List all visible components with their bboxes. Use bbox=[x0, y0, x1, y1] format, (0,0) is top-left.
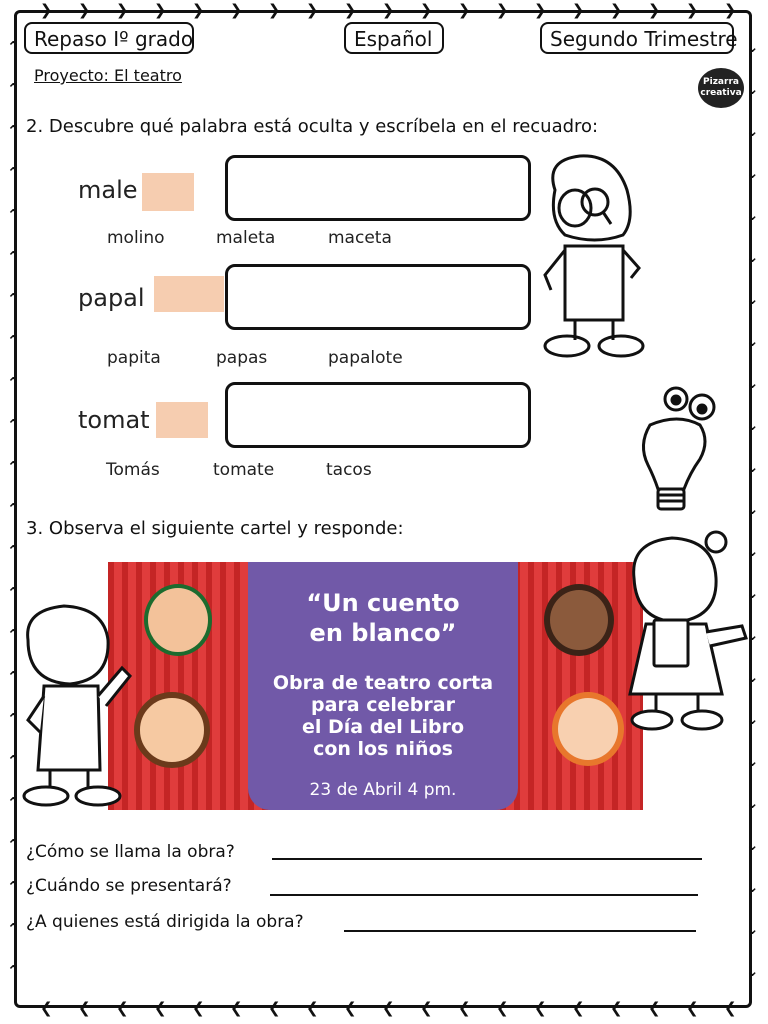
kid-curly-hair-icon bbox=[544, 584, 614, 656]
option-1a: molino bbox=[107, 228, 165, 248]
hidden-letters-1 bbox=[142, 173, 194, 211]
arrow-border-icon: ❯ bbox=[572, 1, 585, 19]
arrow-border-icon: ❯ bbox=[458, 1, 471, 19]
arrow-border-icon: ⌃ bbox=[7, 290, 20, 308]
poster-title-line2: en blanco” bbox=[309, 619, 457, 647]
option-1c: maceta bbox=[328, 228, 392, 248]
arrow-border-icon: ❮ bbox=[154, 999, 167, 1017]
arrow-border-icon: ⌃ bbox=[7, 710, 20, 728]
arrow-border-icon: ❯ bbox=[268, 1, 281, 19]
question-title-play: ¿Cómo se llama la obra? bbox=[26, 842, 235, 862]
arrow-border-icon: ❯ bbox=[686, 1, 699, 19]
arrow-border-icon: ⌃ bbox=[7, 164, 20, 182]
brand-logo bbox=[698, 68, 744, 108]
arrow-border-icon: ⌃ bbox=[7, 794, 20, 812]
arrow-border-icon: ❯ bbox=[192, 1, 205, 19]
arrow-border-icon: ⌃ bbox=[7, 80, 20, 98]
arrow-border-icon: ⌃ bbox=[7, 38, 20, 56]
arrow-border-icon: ⌃ bbox=[7, 878, 20, 896]
option-2b: papas bbox=[216, 348, 268, 368]
arrow-border-icon: ⌄ bbox=[746, 668, 759, 686]
arrow-border-icon: ❯ bbox=[382, 1, 395, 19]
arrow-border-icon: ⌄ bbox=[746, 794, 759, 812]
answer-line-1[interactable] bbox=[272, 858, 702, 860]
arrow-border-icon: ⌄ bbox=[746, 962, 759, 980]
question-audience: ¿A quienes está dirigida la obra? bbox=[26, 912, 304, 932]
arrow-border-icon: ❮ bbox=[572, 999, 585, 1017]
boy-icon bbox=[14, 600, 134, 815]
arrow-border-icon: ⌄ bbox=[746, 626, 759, 644]
option-3c: tacos bbox=[326, 460, 372, 480]
arrow-border-icon: ⌄ bbox=[746, 710, 759, 728]
poster-title bbox=[248, 588, 518, 648]
option-3a: Tomás bbox=[106, 460, 160, 480]
poster-description bbox=[248, 672, 518, 760]
arrow-border-icon: ❮ bbox=[610, 999, 623, 1017]
arrow-border-icon: ⌃ bbox=[7, 626, 20, 644]
arrow-border-icon: ❮ bbox=[420, 999, 433, 1017]
arrow-border-icon: ❯ bbox=[648, 1, 661, 19]
option-2a: papita bbox=[107, 348, 161, 368]
arrow-border-icon: ❯ bbox=[230, 1, 243, 19]
logo-line1: Pizarra bbox=[703, 77, 739, 87]
arrow-border-icon: ❯ bbox=[78, 1, 91, 19]
arrow-border-icon: ⌃ bbox=[7, 668, 20, 686]
arrow-border-icon: ⌄ bbox=[746, 164, 759, 182]
arrow-border-icon: ❯ bbox=[154, 1, 167, 19]
arrow-border-icon: ⌄ bbox=[746, 584, 759, 602]
arrow-border-icon: ⌃ bbox=[7, 458, 20, 476]
arrow-border-icon: ❮ bbox=[268, 999, 281, 1017]
poster-desc-line2: para celebrar bbox=[311, 694, 455, 716]
arrow-border-icon: ❯ bbox=[724, 1, 737, 19]
arrow-border-icon: ⌃ bbox=[7, 122, 20, 140]
option-3b: tomate bbox=[213, 460, 275, 480]
arrow-border-icon: ⌄ bbox=[746, 290, 759, 308]
arrow-border-icon: ⌄ bbox=[746, 416, 759, 434]
answer-line-2[interactable] bbox=[270, 894, 698, 896]
word-prefix-2: papal bbox=[78, 284, 145, 312]
arrow-border-icon: ❮ bbox=[116, 999, 129, 1017]
hidden-letters-2 bbox=[154, 276, 224, 312]
arrow-border-icon: ❯ bbox=[534, 1, 547, 19]
kid-glasses-icon bbox=[552, 692, 624, 766]
girl-with-book-icon bbox=[622, 528, 757, 743]
arrow-border-icon: ⌃ bbox=[7, 920, 20, 938]
answer-line-3[interactable] bbox=[344, 930, 696, 932]
answer-box-2[interactable] bbox=[225, 264, 531, 330]
arrow-border-icon: ⌄ bbox=[746, 836, 759, 854]
theater-poster bbox=[108, 562, 643, 810]
magnifier-girl-icon bbox=[535, 150, 650, 365]
arrow-border-icon: ⌄ bbox=[746, 80, 759, 98]
arrow-border-icon: ⌃ bbox=[7, 500, 20, 518]
poster-title-line1: “Un cuento bbox=[306, 589, 460, 617]
hidden-letters-3 bbox=[156, 402, 208, 438]
arrow-border-icon: ⌄ bbox=[746, 458, 759, 476]
arrow-border-icon: ❮ bbox=[78, 999, 91, 1017]
arrow-border-icon: ❮ bbox=[40, 999, 53, 1017]
poster-desc-line1: Obra de teatro corta bbox=[272, 672, 494, 694]
arrow-border-icon: ⌃ bbox=[7, 752, 20, 770]
arrow-border-icon: ❯ bbox=[40, 1, 53, 19]
question-when: ¿Cuándo se presentará? bbox=[26, 876, 232, 896]
arrow-border-icon: ⌃ bbox=[7, 584, 20, 602]
option-2c: papalote bbox=[328, 348, 403, 368]
arrow-border-icon: ⌄ bbox=[746, 500, 759, 518]
kid-brown-hair-icon bbox=[134, 692, 210, 768]
arrow-border-icon: ⌃ bbox=[7, 416, 20, 434]
arrow-border-icon: ⌄ bbox=[746, 206, 759, 224]
option-1b: maleta bbox=[216, 228, 276, 248]
arrow-border-icon: ❯ bbox=[496, 1, 509, 19]
answer-box-1[interactable] bbox=[225, 155, 531, 221]
poster-date: 23 de Abril 4 pm. bbox=[309, 780, 457, 800]
arrow-border-icon: ❮ bbox=[648, 999, 661, 1017]
arrow-border-icon: ❮ bbox=[382, 999, 395, 1017]
arrow-border-icon: ❮ bbox=[496, 999, 509, 1017]
question-2: 2. Descubre qué palabra está oculta y escríbela en el recuadro: bbox=[26, 116, 599, 137]
poster-desc-line3: el Día del Libro bbox=[302, 716, 464, 738]
logo-line2: creativa bbox=[700, 88, 742, 98]
arrow-border-icon: ⌃ bbox=[7, 206, 20, 224]
question-3: 3. Observa el siguiente cartel y responde: bbox=[26, 518, 404, 539]
arrow-border-icon: ⌄ bbox=[746, 878, 759, 896]
arrow-border-icon: ❮ bbox=[686, 999, 699, 1017]
arrow-border-icon: ❮ bbox=[724, 999, 737, 1017]
answer-box-3[interactable] bbox=[225, 382, 531, 448]
arrow-border-icon: ❮ bbox=[306, 999, 319, 1017]
arrow-border-icon: ❮ bbox=[344, 999, 357, 1017]
project-subtitle: Proyecto: El teatro bbox=[34, 66, 182, 85]
arrow-border-icon: ⌄ bbox=[746, 38, 759, 56]
arrow-border-icon: ⌃ bbox=[7, 248, 20, 266]
arrow-border-icon: ❮ bbox=[230, 999, 243, 1017]
arrow-border-icon: ⌃ bbox=[7, 332, 20, 350]
arrow-border-icon: ⌃ bbox=[7, 962, 20, 980]
arrow-border-icon: ⌄ bbox=[746, 542, 759, 560]
arrow-border-icon: ⌄ bbox=[746, 752, 759, 770]
kid-green-hat-icon bbox=[144, 584, 212, 656]
subject-label: Español bbox=[344, 22, 444, 54]
arrow-border-icon: ❮ bbox=[458, 999, 471, 1017]
arrow-border-icon: ⌃ bbox=[7, 374, 20, 392]
arrow-border-icon: ⌄ bbox=[746, 920, 759, 938]
arrow-border-icon: ⌄ bbox=[746, 248, 759, 266]
arrow-border-icon: ❯ bbox=[610, 1, 623, 19]
arrow-border-icon: ⌃ bbox=[7, 836, 20, 854]
arrow-border-icon: ❯ bbox=[344, 1, 357, 19]
arrow-border-icon: ❯ bbox=[420, 1, 433, 19]
arrow-border-icon: ⌃ bbox=[7, 542, 20, 560]
lightbulb-icon bbox=[628, 385, 723, 520]
grade-label: Repaso Iº grado bbox=[24, 22, 194, 54]
poster-desc-line4: con los niños bbox=[313, 738, 453, 760]
term-label: Segundo Trimestre bbox=[540, 22, 734, 54]
arrow-border-icon: ❯ bbox=[306, 1, 319, 19]
word-prefix-3: tomat bbox=[78, 406, 150, 434]
arrow-border-icon: ❮ bbox=[534, 999, 547, 1017]
arrow-border-icon: ❯ bbox=[116, 1, 129, 19]
arrow-border-icon: ⌄ bbox=[746, 374, 759, 392]
word-prefix-1: male bbox=[78, 176, 138, 204]
arrow-border-icon: ❮ bbox=[192, 999, 205, 1017]
arrow-border-icon: ⌄ bbox=[746, 332, 759, 350]
arrow-border-icon: ⌄ bbox=[746, 122, 759, 140]
